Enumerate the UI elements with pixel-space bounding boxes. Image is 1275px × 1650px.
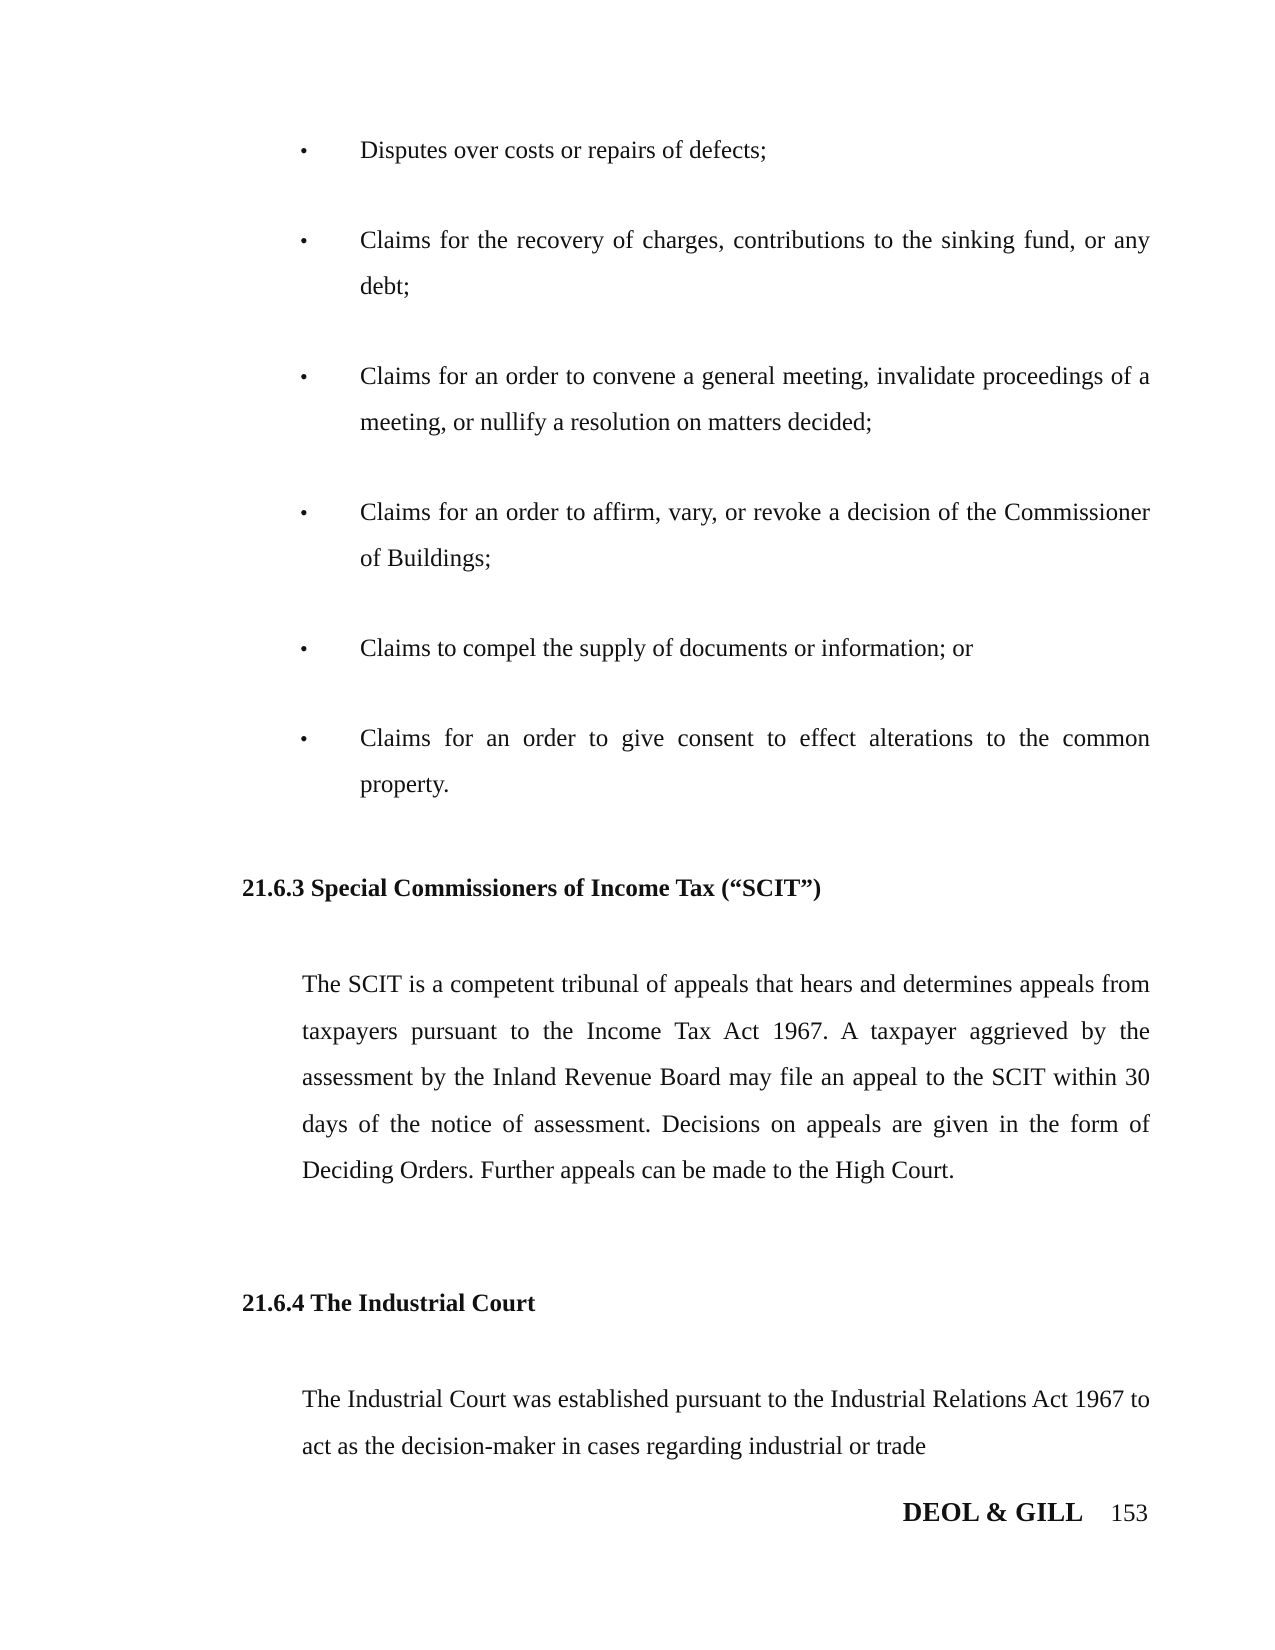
bullet-icon: • [300,364,308,389]
bullet-icon: • [300,228,308,253]
section-body-industrial-court: The Industrial Court was established pursuant to the Industrial Relations Act 1967 to act as the decision-maker in cases regarding industrial or trade [302,1386,1150,1460]
bullet-icon: • [300,500,308,525]
list-item-text: Claims for an order to convene a general meeting, invalidate proceedings of a meeting, or nullify a resolution on matters decided; [360,363,1150,436]
list-item-text: Claims for an order to give consent to effect alterations to the common property. [360,725,1150,798]
section-body-scit: The SCIT is a competent tribunal of appeals that hears and determines appeals from taxpayers pursuant to the Income Tax Act 1967. A taxpayer aggrieved by the assessment by the Inland Revenue Board may file an appeal to the SCIT within 30 days of the notice of assessment. Decisions on appeals are given in the form of Deciding Orders. Further appeals can be made to the High Court. [302,971,1150,1184]
footer-brand: DEOL & GILL [902,1497,1084,1527]
section-heading-scit: 21.6.3 Special Commissioners of Income Tax (“SCIT”) [242,875,822,902]
list-item [300,490,1150,582]
bullet-list [300,128,1150,808]
bullet-icon: • [300,636,308,661]
bullet-icon: • [300,138,308,163]
list-item-text: Claims for an order to affirm, vary, or revoke a decision of the Commissioner of Buildings; [360,499,1150,572]
list-item [300,626,1150,672]
list-item [300,128,1150,174]
list-item [300,218,1150,310]
list-item-text: Claims for the recovery of charges, contributions to the sinking fund, or any debt; [360,227,1150,300]
section-heading-industrial-court: 21.6.4 The Industrial Court [242,1290,536,1317]
list-item [300,354,1150,446]
bullet-icon: • [300,726,308,751]
page-number: 153 [1110,1500,1148,1527]
list-item-text: Disputes over costs or repairs of defects; [360,137,767,164]
page-footer [903,1497,1148,1528]
list-item [300,716,1150,808]
list-item-text: Claims to compel the supply of documents or information; or [360,635,974,662]
